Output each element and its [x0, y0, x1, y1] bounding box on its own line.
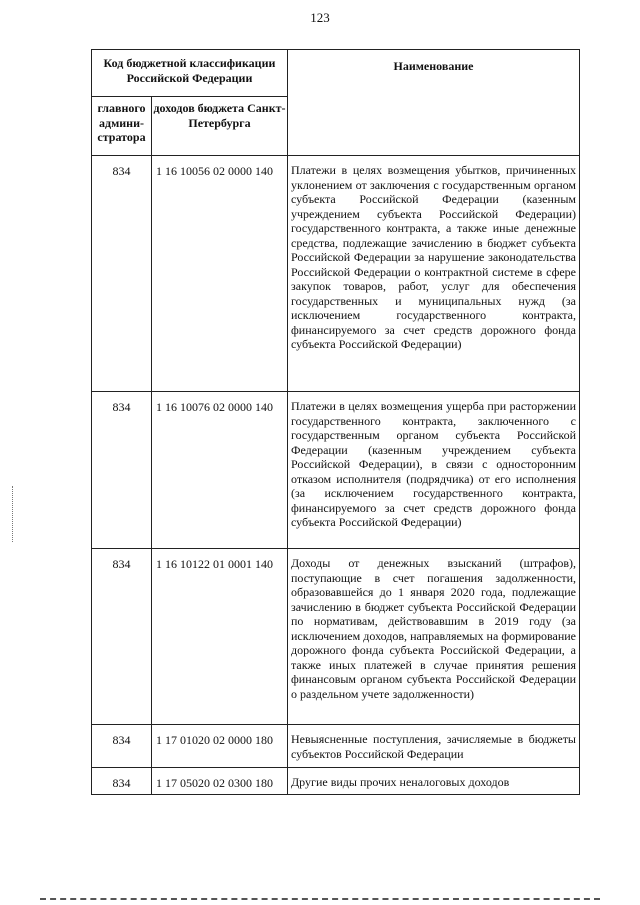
header-revenue: доходов бюджета Санкт-Петербурга	[152, 97, 288, 156]
table-row	[92, 392, 580, 549]
table-row	[92, 768, 580, 795]
row-revenue-code: 1 17 05020 02 0300 180	[152, 768, 288, 795]
header-name: Наименование	[288, 50, 580, 156]
row-revenue-code: 1 16 10076 02 0000 140	[152, 392, 288, 549]
table-row	[92, 725, 580, 768]
table-row	[92, 549, 580, 725]
row-admin-code: 834	[92, 392, 152, 549]
row-admin-code: 834	[92, 768, 152, 795]
row-name: Платежи в целях возмещения ущерба при расторжении государственного контракта, заключенного с государственным органом субъекта Российской Федерации (казенным учреждением субъекта Российской Федерации), в связи с односторонним отказом исполнителя (подрядчика) от его исполнения (за исключением государственного контракта, финансируемого за счет средств дорожного фонда субъекта Российской Федерации)	[288, 392, 580, 549]
header-admin: главного админи-стратора	[92, 97, 152, 156]
row-name: Платежи в целях возмещения убытков, причиненных уклонением от заключения с государственным органом субъекта Российской Федерации (казенным учреждением субъекта Российской Федерации) государственного контракта, а также иные денежные средства, подлежащие зачислению в бюджет субъекта Российской Федерации за нарушение законодательства Российской Федерации о контрактной системе в сфере закупок товаров, работ, услуг для обеспечения государственных и муниципальных нужд (за исключением государственного контракта, финансируемого за счет средств дорожного фонда субъекта Российской Федерации)	[288, 156, 580, 392]
row-revenue-code: 1 16 10056 02 0000 140	[152, 156, 288, 392]
row-revenue-code: 1 17 01020 02 0000 180	[152, 725, 288, 768]
table-row	[92, 156, 580, 392]
scan-artifact-line	[40, 898, 600, 902]
row-admin-code: 834	[92, 725, 152, 768]
row-name: Доходы от денежных взысканий (штрафов), поступающие в счет погашения задолженности, образовавшейся до 1 января 2020 года, подлежащие зачислению в бюджет субъекта Российской Федерации по нормативам, действовавшим в 2019 году (за исключением доходов, направляемых на формирование дорожного фонда субъекта Российской Федерации, а также иных платежей в случае принятия решения финансовым органом субъекта Российской Федерации о раздельном учете задолженности)	[288, 549, 580, 725]
page-number: 123	[310, 10, 330, 25]
row-admin-code: 834	[92, 549, 152, 725]
row-name: Другие виды прочих неналоговых доходов	[288, 768, 580, 795]
header-code-group: Код бюджетной классификации Российской Федерации	[92, 50, 288, 97]
row-name: Невыясненные поступления, зачисляемые в бюджеты субъектов Российской Федерации	[288, 725, 580, 768]
scan-artifact-mark	[12, 486, 14, 542]
row-admin-code: 834	[92, 156, 152, 392]
table-header-row	[92, 50, 580, 97]
row-revenue-code: 1 16 10122 01 0001 140	[152, 549, 288, 725]
budget-classification-table	[91, 49, 580, 795]
